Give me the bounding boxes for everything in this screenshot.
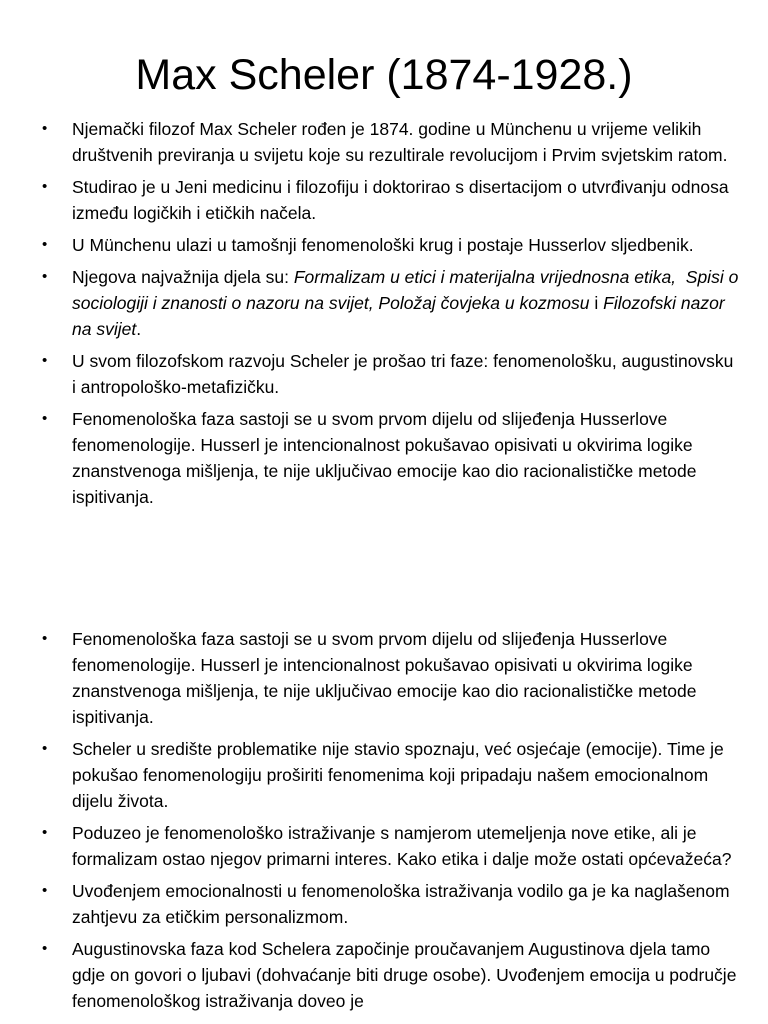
bullet-icon: • xyxy=(42,824,48,841)
bullet-text: Studirao je u Jeni medicinu i filozofiju i doktorirao s disertacijom o utvrđivanju odnosa između logičkih i etičkih načela. xyxy=(72,177,729,223)
bullet-icon: • xyxy=(42,178,48,195)
bullet-list xyxy=(42,116,742,516)
list-item xyxy=(42,348,742,400)
bullet-text: Scheler u središte problematike nije stavio spoznaju, već osjećaje (emocije). Time je pokušao fenomenologiju proširiti fenomenima koji pripadaju našem emocionalnom dijelu života. xyxy=(72,739,724,811)
bullet-icon: • xyxy=(42,236,48,253)
bullet-list xyxy=(42,626,742,1020)
bullet-text: Njemački filozof Max Scheler rođen je 1874. godine u Münchenu u vrijeme velikih društvenih previranja u svijetu koje su rezultirale revolucijom i Prvim svjetskim ratom. xyxy=(72,119,728,165)
bullet-icon: • xyxy=(42,940,48,957)
bullet-text: Fenomenološka faza sastoji se u svom prvom dijelu od slijeđenja Husserlove fenomenologije. Husserl je intencionalnost pokušavao opisivati u okvirima logike znanstvenoga mišljenja, te nije uključivao emocije kao dio racionalističke metode ispitivanja. xyxy=(72,409,697,507)
sentence-end: . xyxy=(136,319,142,339)
bullet-icon: • xyxy=(42,630,48,647)
work-title: Spisi o sociologiji i znanosti o nazoru na svijet, Položaj čovjeka u kozmosu xyxy=(72,267,739,313)
bullet-icon: • xyxy=(42,882,48,899)
bullet-text: Fenomenološka faza sastoji se u svom prvom dijelu od slijeđenja Husserlove fenomenologije. Husserl je intencionalnost pokušavao opisivati u okvirima logike znanstvenoga mišljenja, te nije uključivao emocije kao dio racionalističke metode ispitivanja. xyxy=(72,629,697,727)
bullet-text: Augustinovska faza kod Schelera započinje proučavanjem Augustinova djela tamo gdje on govori o ljubavi (dohvaćanje biti druge osobe). Uvođenjem emocija u područje fenomenološkog istraživanja doveo je xyxy=(72,939,737,1011)
list-item xyxy=(42,406,742,510)
bullet-icon: • xyxy=(42,740,48,757)
list-item xyxy=(42,878,742,930)
work-title: Formalizam u etici i materijalna vrijednosna etika, xyxy=(293,267,677,287)
works-intro: Njegova najvažnija djela su: xyxy=(72,267,294,287)
work-title: Filozofski nazor na svijet xyxy=(72,293,725,339)
list-item xyxy=(42,232,742,258)
bullet-text: U Münchenu ulazi u tamošnji fenomenološki krug i postaje Husserlov sljedbenik. xyxy=(72,235,694,255)
bullet-text: Poduzeo je fenomenološko istraživanje s namjerom utemeljenja nove etike, ali je formalizam ostao njegov primarni interes. Kako etika i dalje može ostati općevažeća? xyxy=(72,823,732,869)
list-item xyxy=(42,820,742,872)
bullet-icon: • xyxy=(42,268,48,285)
list-item xyxy=(42,626,742,730)
list-item xyxy=(42,116,742,168)
bullet-icon: • xyxy=(42,410,48,427)
separator: i xyxy=(589,293,604,313)
separator xyxy=(676,267,686,287)
slide-2 xyxy=(0,580,768,1024)
bullet-text: Uvođenjem emocionalnosti u fenomenološka istraživanja vodilo ga je ka naglašenom zahtjevu za etičkim personalizmom. xyxy=(72,881,730,927)
list-item xyxy=(42,736,742,814)
bullet-text: U svom filozofskom razvoju Scheler je prošao tri faze: fenomenološku, augustinovsku i antropološko-metafizičku. xyxy=(72,351,734,397)
list-item xyxy=(42,936,742,1014)
list-item-works xyxy=(42,264,742,342)
bullet-icon: • xyxy=(42,352,48,369)
bullet-icon: • xyxy=(42,120,48,137)
slide-title: Max Scheler (1874-1928.) xyxy=(135,51,633,99)
list-item xyxy=(42,174,742,226)
